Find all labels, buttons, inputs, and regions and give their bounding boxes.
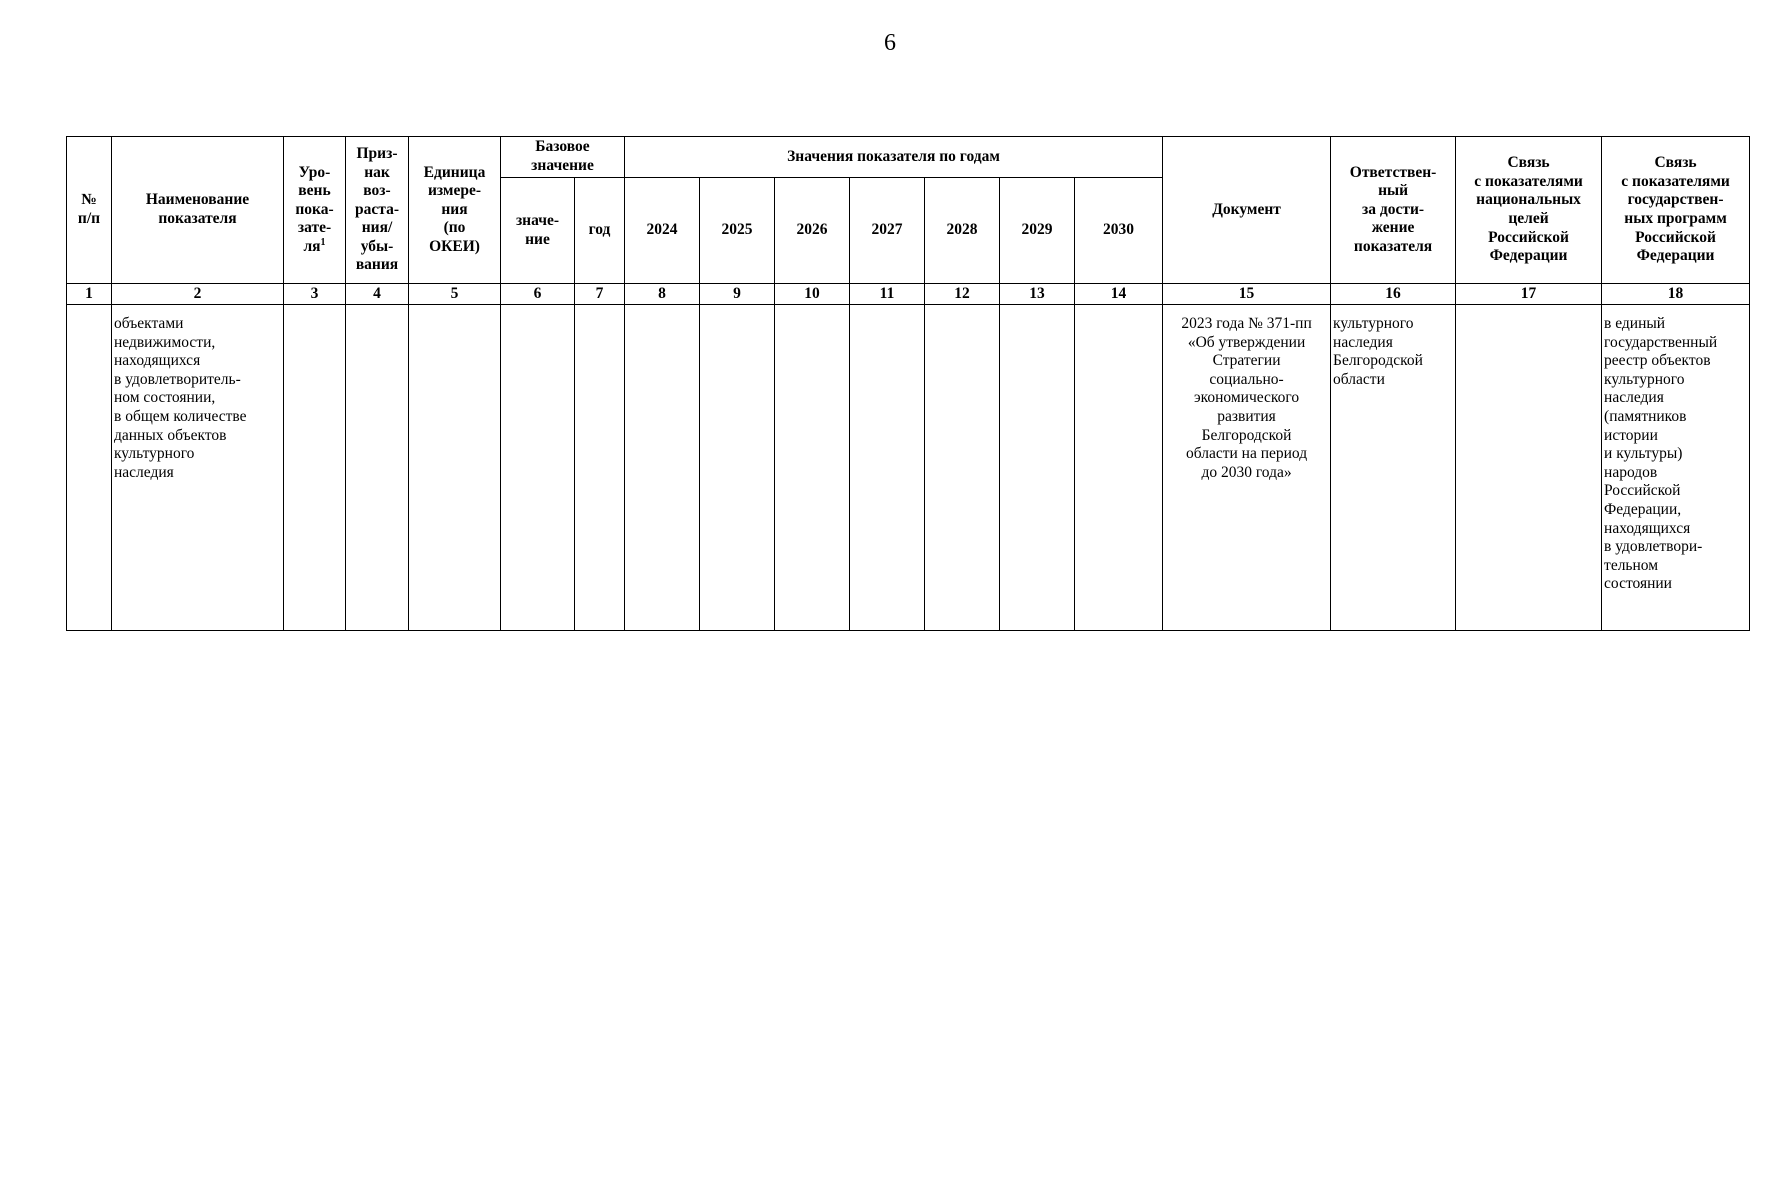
- footnote-marker: 1: [320, 236, 326, 248]
- header-row-number: № п/п: [67, 137, 112, 284]
- cell-growth-sign: [346, 305, 409, 631]
- header-state-programs-link: Связь с показателями государствен- ных программ Российской Федерации: [1602, 137, 1750, 284]
- header-year-2027: 2027: [850, 178, 925, 284]
- column-number: 9: [700, 284, 775, 305]
- column-number: 8: [625, 284, 700, 305]
- cell-base-year: [575, 305, 625, 631]
- column-number: 18: [1602, 284, 1750, 305]
- cell-value-2028: [925, 305, 1000, 631]
- table-row: [67, 305, 1750, 631]
- cell-value-2024: [625, 305, 700, 631]
- cell-base-value: [501, 305, 575, 631]
- cell-value-2030: [1075, 305, 1163, 631]
- indicators-table: [66, 136, 1750, 631]
- header-base-value-group: Базовое значение: [501, 137, 625, 178]
- header-year-2025: 2025: [700, 178, 775, 284]
- header-national-goals-link: Связь с показателями национальных целей Российской Федерации: [1456, 137, 1602, 284]
- column-number: 4: [346, 284, 409, 305]
- cell-national-goals-link: [1456, 305, 1602, 631]
- cell-value-2025: [700, 305, 775, 631]
- cell-indicator-level: [284, 305, 346, 631]
- header-base-value: значе- ние: [501, 178, 575, 284]
- column-number: 11: [850, 284, 925, 305]
- column-number: 17: [1456, 284, 1602, 305]
- column-number: 1: [67, 284, 112, 305]
- column-number: 13: [1000, 284, 1075, 305]
- cell-value-2026: [775, 305, 850, 631]
- page-number: 6: [884, 30, 896, 56]
- header-document: Документ: [1163, 137, 1331, 284]
- header-base-year: год: [575, 178, 625, 284]
- column-number: 15: [1163, 284, 1331, 305]
- header-growth-sign: Приз- нак воз- раста- ния/ убы- вания: [346, 137, 409, 284]
- column-number: 14: [1075, 284, 1163, 305]
- cell-document: 2023 года № 371-пп «Об утверждении Стратегии социально- экономического развития Белгородской области на период до 2030 года»: [1163, 305, 1331, 631]
- column-number: 6: [501, 284, 575, 305]
- column-number: 5: [409, 284, 501, 305]
- header-year-2029: 2029: [1000, 178, 1075, 284]
- header-responsible: Ответствен- ный за дости- жение показателя: [1331, 137, 1456, 284]
- cell-responsible: культурного наследия Белгородской области: [1331, 305, 1456, 631]
- column-number: 10: [775, 284, 850, 305]
- header-years-group: Значения показателя по годам: [625, 137, 1163, 178]
- cell-row-number: [67, 305, 112, 631]
- cell-unit: [409, 305, 501, 631]
- header-year-2026: 2026: [775, 178, 850, 284]
- header-indicator-name: Наименование показателя: [112, 137, 284, 284]
- column-number: 2: [112, 284, 284, 305]
- header-year-2030: 2030: [1075, 178, 1163, 284]
- cell-value-2029: [1000, 305, 1075, 631]
- column-number: 16: [1331, 284, 1456, 305]
- header-unit: Единица измере- ния (по ОКЕИ): [409, 137, 501, 284]
- header-year-2028: 2028: [925, 178, 1000, 284]
- header-year-2024: 2024: [625, 178, 700, 284]
- cell-state-programs-link: в единый государственный реестр объектов культурного наследия (памятников истории и культуры) народов Российской Федерации, находящихся в удовлетвори- тельном состоянии: [1602, 305, 1750, 631]
- cell-value-2027: [850, 305, 925, 631]
- column-number: 12: [925, 284, 1000, 305]
- header-row: [67, 137, 1750, 178]
- column-number: 7: [575, 284, 625, 305]
- header-indicator-level: Уро- вень пока- зате- $ля^1$: [284, 137, 346, 284]
- cell-indicator-name: объектами недвижимости, находящихся в удовлетворитель- ном состоянии, в общем количестве данных объектов культурного наследия: [112, 305, 284, 631]
- column-number-row: [67, 284, 1750, 305]
- column-number: 3: [284, 284, 346, 305]
